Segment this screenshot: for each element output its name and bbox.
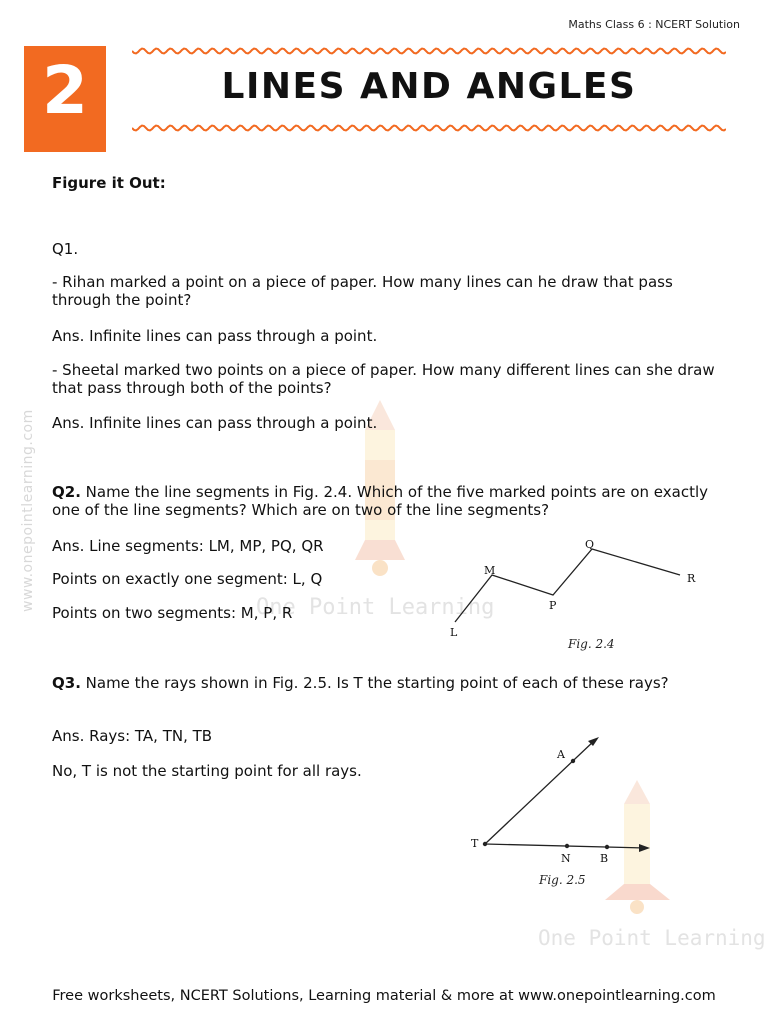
q1-answer2: Ans. Infinite lines can pass through a point. (52, 414, 378, 432)
point-label-b: B (600, 852, 609, 865)
point-label-a: A (557, 748, 565, 761)
q2-label: Q2. (52, 483, 81, 501)
point-label-p: P (549, 599, 557, 612)
q1-part2: - Sheetal marked two points on a piece of paper. How many different lines can she draw that pass through both of the points? (52, 361, 715, 397)
point-label-l: L (450, 626, 458, 639)
header-meta: Maths Class 6 : NCERT Solution (568, 18, 740, 31)
point-label-t: T (471, 837, 479, 850)
page-title: LINES AND ANGLES (221, 66, 637, 107)
q3-answer1: Ans. Rays: TA, TN, TB (52, 727, 213, 745)
vertical-watermark: www.onepointlearning.com (20, 409, 36, 612)
q3-text: Name the rays shown in Fig. 2.5. Is T the starting point of each of these rays? (80, 674, 669, 692)
top-wave-divider (132, 46, 726, 56)
q1-label: Q1. (52, 240, 79, 258)
point-t (483, 842, 487, 846)
line-segments-path (455, 549, 680, 622)
point-a (571, 759, 575, 763)
figure-caption-2: Fig. 2.5 (539, 873, 586, 887)
q1-answer1: Ans. Infinite lines can pass through a point. (52, 327, 378, 345)
point-label-n: N (561, 852, 571, 865)
figure-2-5 (460, 730, 660, 890)
point-n (565, 844, 569, 848)
chapter-number-badge: 2 (24, 46, 106, 152)
section-heading: Figure it Out: (52, 174, 166, 192)
figure-caption: Fig. 2.4 (568, 637, 615, 651)
footer-text: Free worksheets, NCERT Solutions, Learning material & more at www.onepointlearning.com (52, 988, 716, 1004)
q2-answer1: Ans. Line segments: LM, MP, PQ, QR (52, 537, 324, 555)
point-label-m: M (484, 564, 496, 577)
ray-tb-arrow-icon (639, 844, 650, 852)
point-label-r: R (687, 572, 696, 585)
q2-answer2: Points on exactly one segment: L, Q (52, 570, 323, 588)
q3-label: Q3. (52, 674, 81, 692)
q3-answer2: No, T is not the starting point for all rays. (52, 762, 362, 780)
q2-question (52, 483, 722, 519)
q1-part1: - Rihan marked a point on a piece of paper. How many lines can he draw that pass through the point? (52, 273, 673, 309)
q2-answer3: Points on two segments: M, P, R (52, 604, 293, 622)
figure-2-4 (440, 530, 710, 660)
brand-watermark-1: One Point Learning (256, 595, 495, 620)
q3-question (52, 674, 722, 692)
ray-ta (485, 740, 595, 844)
q2-text: Name the line segments in Fig. 2.4. Which of the five marked points are on exactly one of the line segments? Which are on two of the line segments? (52, 483, 708, 519)
point-label-q: Q (585, 538, 595, 551)
point-b (605, 845, 609, 849)
bottom-wave-divider (132, 123, 726, 133)
brand-watermark-2: One Point Learning (538, 926, 766, 950)
